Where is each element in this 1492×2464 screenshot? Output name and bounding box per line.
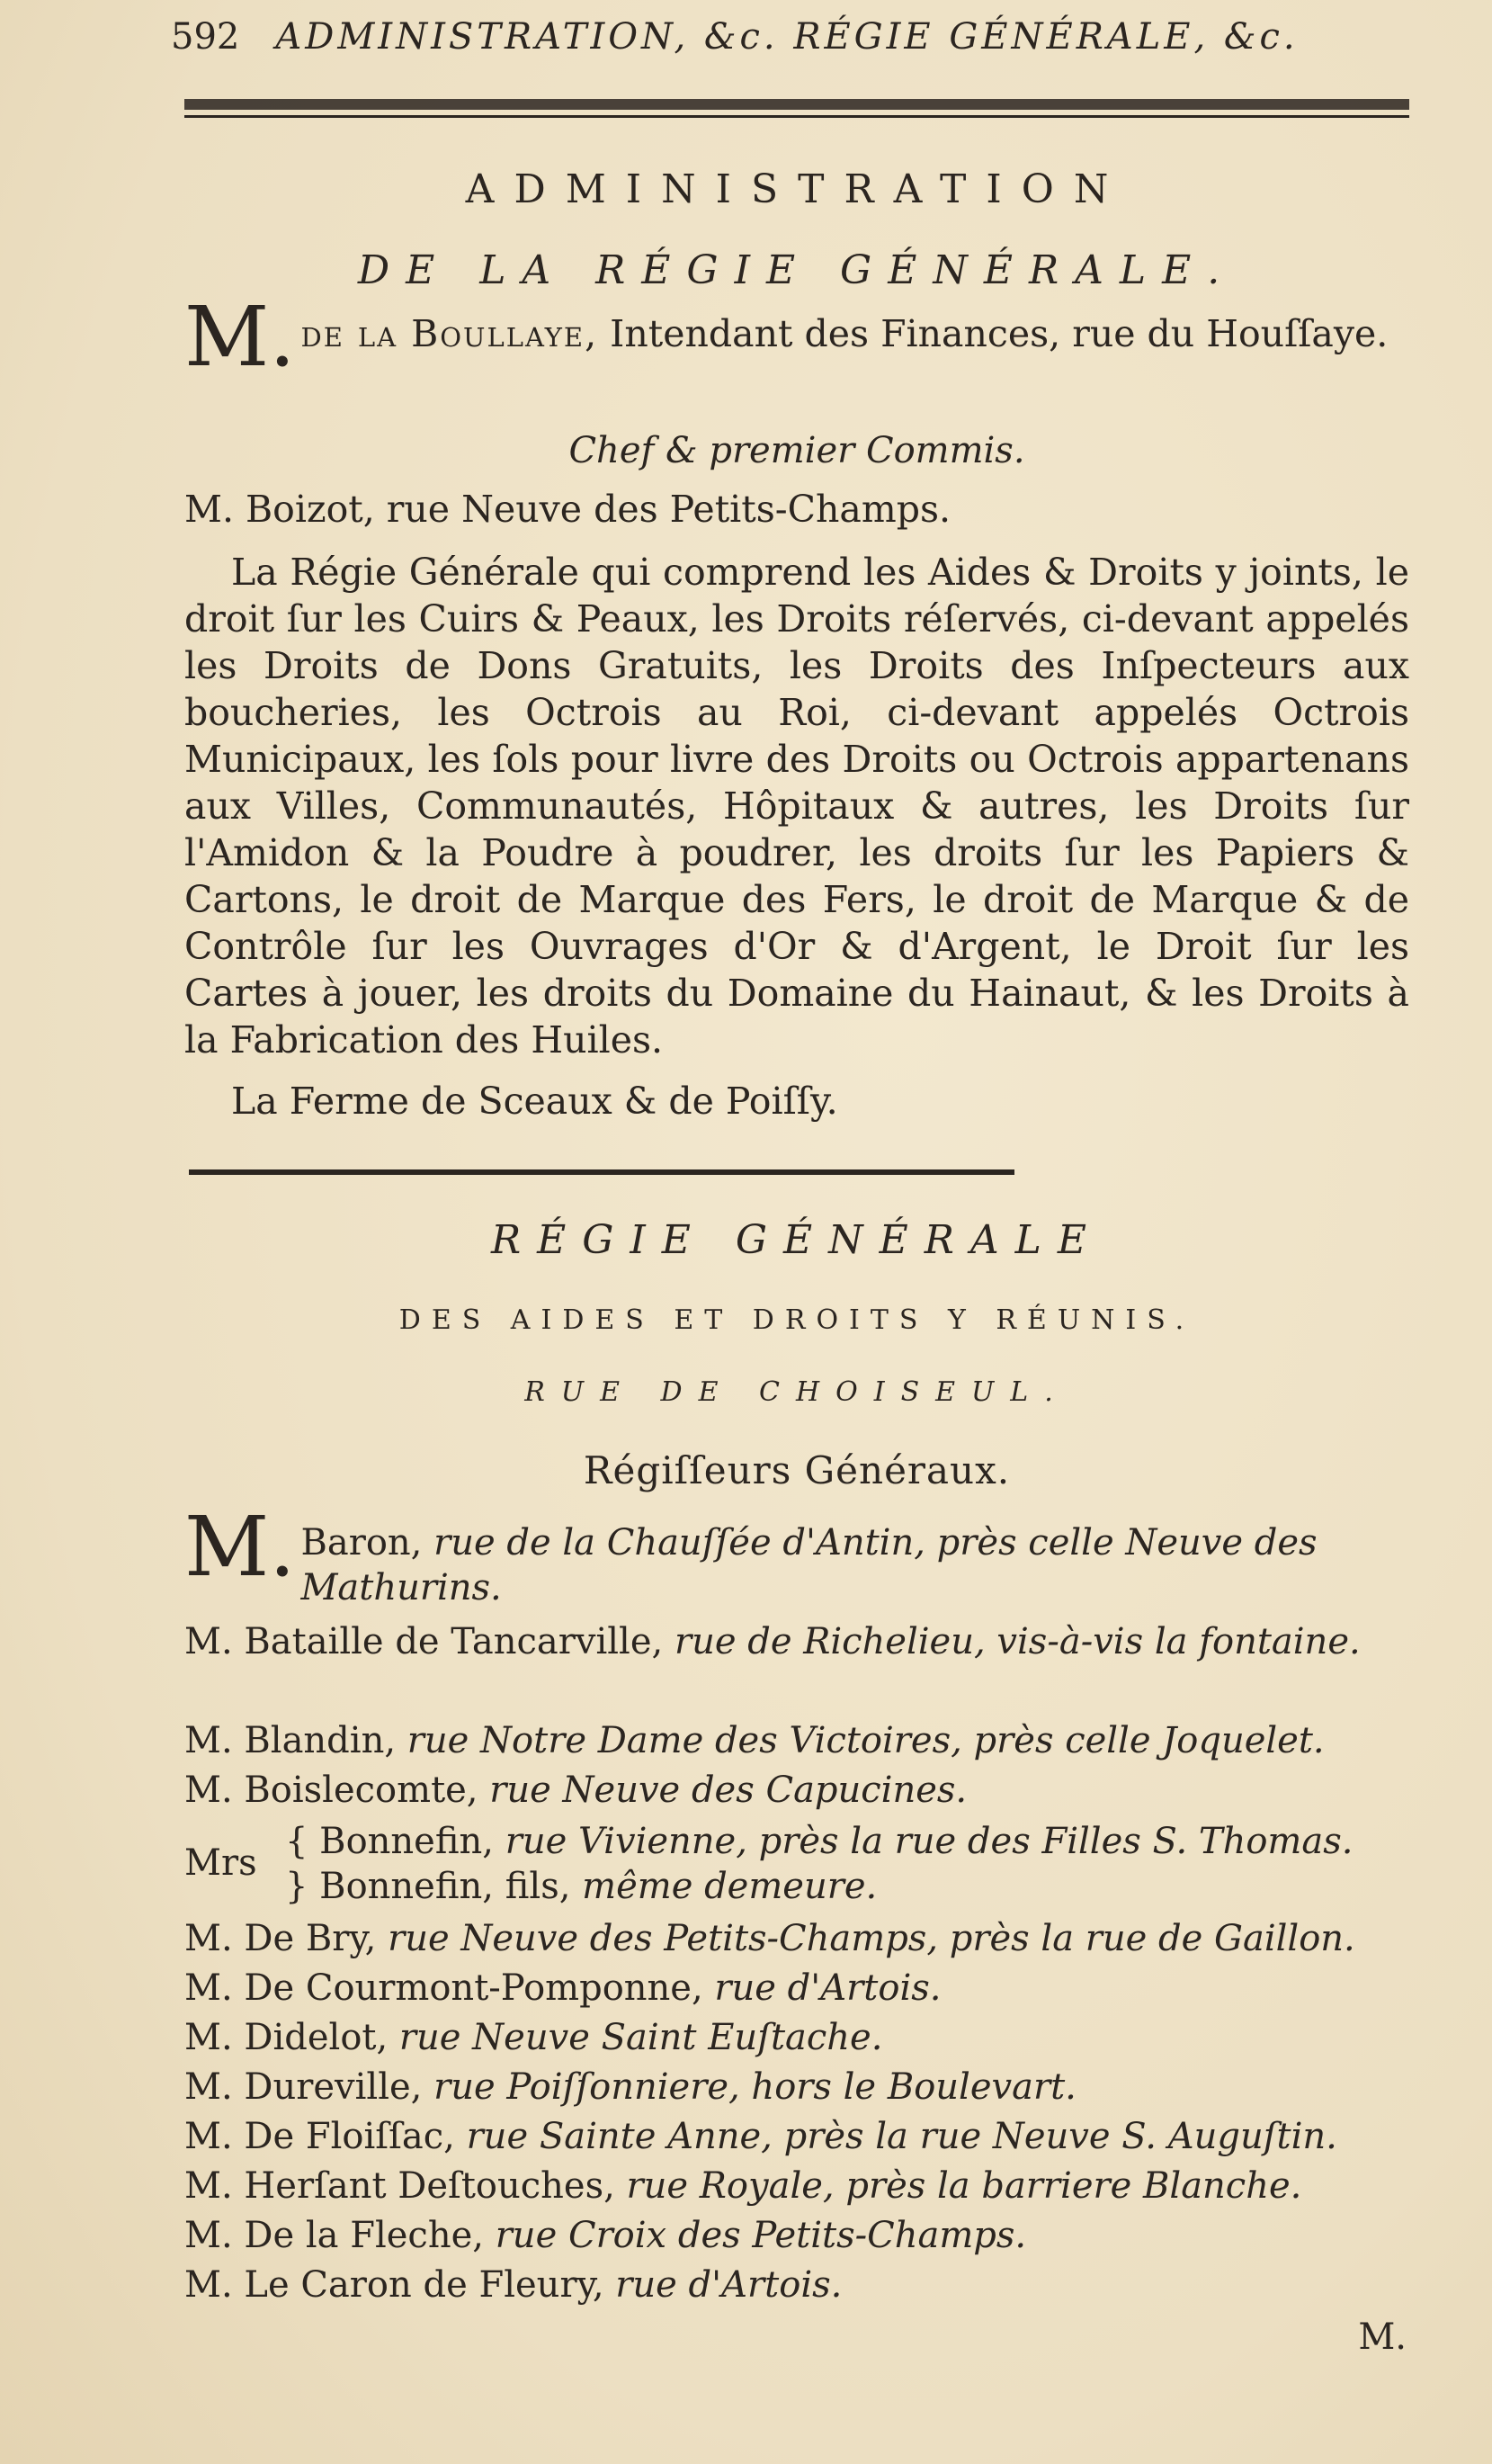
list-item: M. Didelot, rue Neuve Saint Euſtache. <box>184 2017 883 2058</box>
list-item: M. Le Caron de Fleury, rue d'Artois. <box>184 2264 843 2306</box>
section1-subtitle: DE LA RÉGIE GÉNÉRALE. <box>357 247 1237 293</box>
section2-subtitle: DES AIDES ET DROITS Y RÉUNIS. <box>398 1304 1195 1336</box>
header-rule-thin <box>184 115 1409 118</box>
list-item: M. Bataille de Tancarville, rue de Richelieu, vis-à-vis la fontaine. <box>184 1621 1361 1662</box>
catchword: M. <box>1358 2316 1407 2358</box>
section2-title: RÉGIE GÉNÉRALE <box>490 1217 1103 1263</box>
list-item: M. De la Fleche, rue Croix des Petits-Champs. <box>184 2215 1027 2256</box>
brace-prefix: Mrs <box>184 1842 257 1884</box>
list-item: M. Herſant Deſtouches, rue Royale, près la barriere Blanche. <box>184 2165 1302 2207</box>
chef-entry: M. Boizot, rue Neuve des Petits-Champs. <box>184 488 951 531</box>
section1-title: ADMINISTRATION <box>465 166 1129 212</box>
list-item: M. De Bry, rue Neuve des Petits-Champs, près la rue de Gaillon. <box>184 1918 1355 1959</box>
ferme-line: La Ferme de Sceaux & de Poiſſy. <box>231 1080 838 1123</box>
drop-initial: M. <box>184 289 296 385</box>
brace-line: } Bonnefin, fils, même demeure. <box>285 1866 878 1907</box>
running-title: ADMINISTRATION, &c. RÉGIE GÉNÉRALE, &c. <box>275 16 1299 58</box>
intendant-entry <box>184 289 1409 385</box>
intendant-name: de la Boullaye, <box>300 312 599 355</box>
page-number: 592 <box>171 16 240 58</box>
regisseurs-heading: Régiſſeurs Généraux. <box>583 1448 1011 1492</box>
list-item: M. De Floiſſac, rue Sainte Anne, près la rue Neuve S. Auguſtin. <box>184 2116 1337 2157</box>
list-item: M. De Courmont-Pomponne, rue d'Artois. <box>184 1967 942 2009</box>
intendant-rest: Intendant des Finances, rue du Houſſaye. <box>598 312 1389 355</box>
section-divider <box>189 1169 1014 1175</box>
bonnefin-brace-entry <box>184 1819 1409 1909</box>
list-item: M. Baron, rue de la Chauſſée d'Antin, près celle Neuve des Mathurins. <box>184 1499 1318 1608</box>
section2-street: RUE DE CHOISEUL. <box>524 1376 1069 1408</box>
regie-description: La Régie Générale qui comprend les Aides & Droits y joints, le droit ſur les Cuirs & Peaux, les Droits réſervés, ci-devant appelés les Droits de Dons Gratuits, les Droits des Inſpecteurs aux boucheries, les Octrois au Roi, ci-devant appelés Octrois Municipaux, les ſols pour livre des Droits ou Octrois appartenans aux Villes, Communautés, Hôpitaux & autres, les Droits ſur l'Amidon & la Poudre à poudrer, les droits ſur les Papiers & Cartons, le droit de Marque des Fers, le droit de Marque & de Contrôle ſur les Ouvrages d'Or & d'Argent, le Droit ſur les Cartes à jouer, les droits du Domaine du Hainaut, & les Droits à la Fabrication des Huiles. <box>184 551 1409 1062</box>
chef-heading: Chef & premier Commis. <box>568 430 1025 471</box>
header-rule-thick <box>184 99 1409 110</box>
running-header <box>171 16 1407 79</box>
list-item: M. Blandin, rue Notre Dame des Victoires, près celle Joquelet. <box>184 1720 1325 1761</box>
list-item: M. Boislecomte, rue Neuve des Capucines. <box>184 1770 968 1811</box>
brace-line: { Bonnefin, rue Vivienne, près la rue des Filles S. Thomas. <box>285 1821 1354 1862</box>
list-item: M. Dureville, rue Poiſſonniere, hors le Boulevart. <box>184 2066 1077 2108</box>
